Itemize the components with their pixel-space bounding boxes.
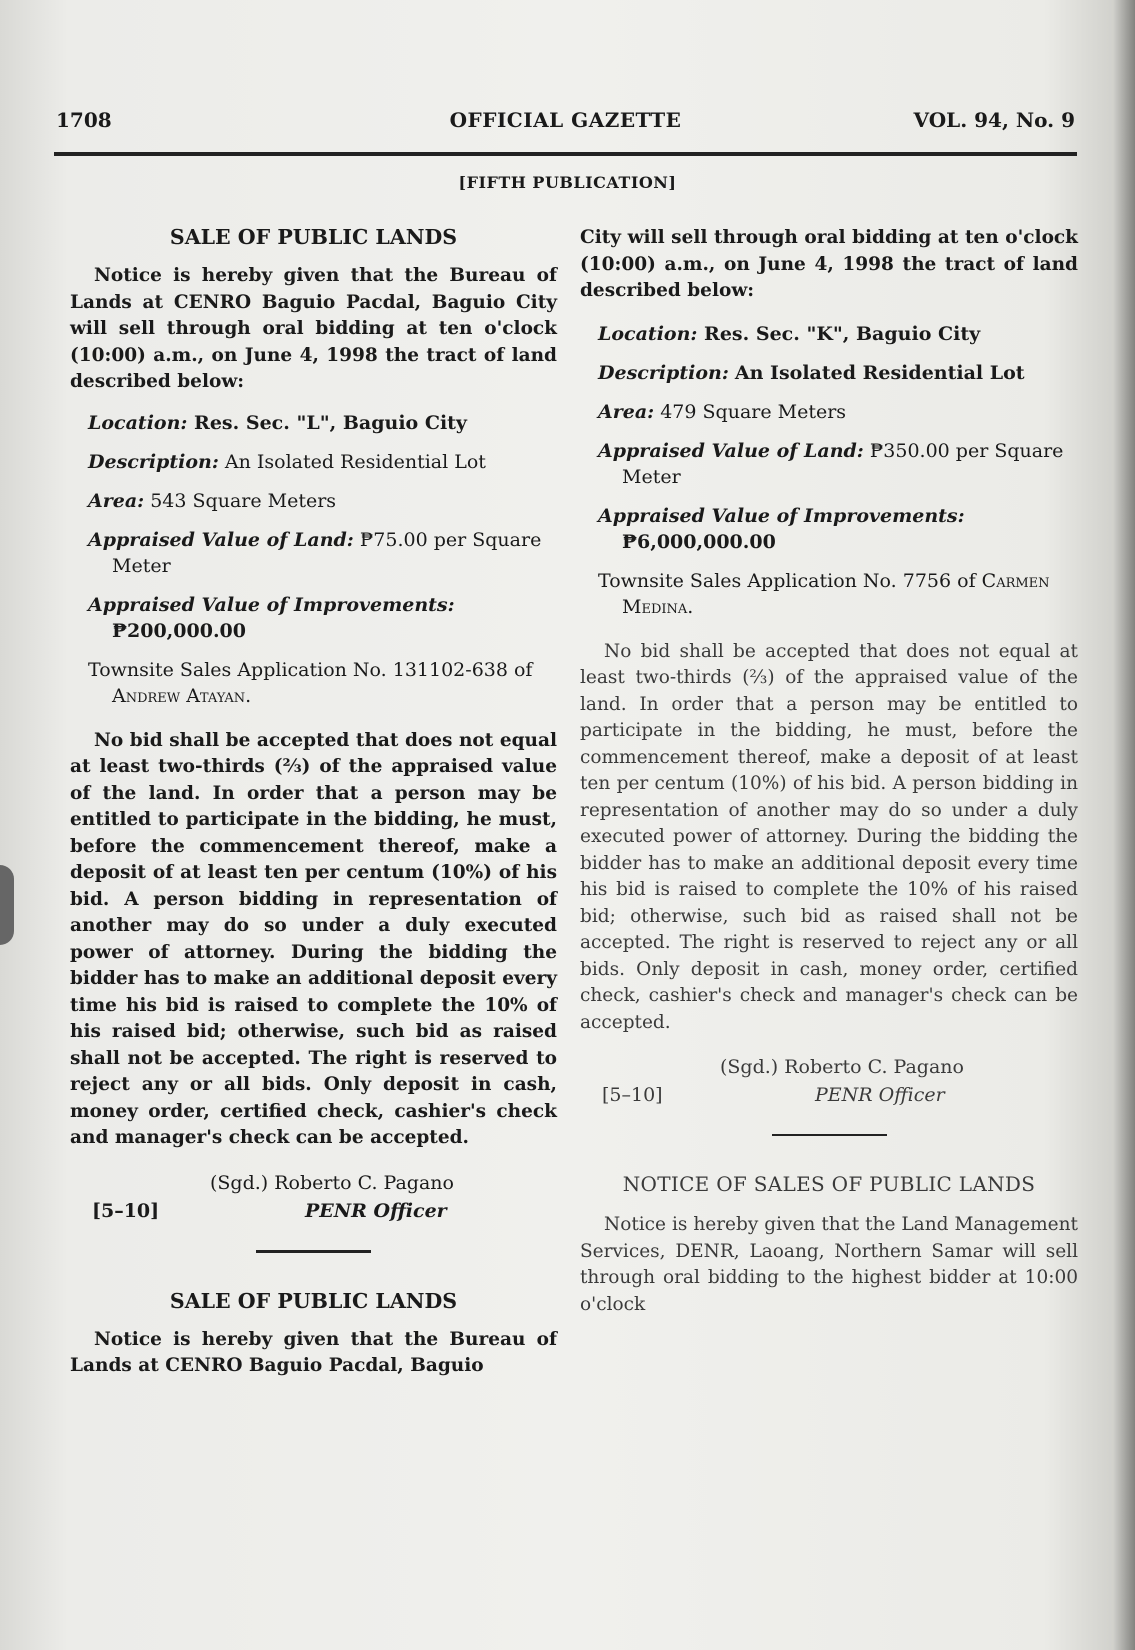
description-value: An Isolated Residential Lot — [224, 450, 486, 473]
land-value-item — [598, 438, 1078, 490]
area-value: 479 Square Meters — [660, 400, 847, 423]
location-item — [598, 321, 1078, 347]
improvements-item — [598, 503, 1078, 555]
scan-thumb-shadow — [0, 865, 14, 945]
location-value: Res. Sec. "L", Baguio City — [194, 411, 467, 434]
area-value: 543 Square Meters — [150, 489, 337, 512]
description-label: Description: — [88, 450, 219, 473]
application-text: Townsite Sales Application No. 131102-638 of — [88, 658, 533, 681]
right-column — [580, 225, 1078, 1318]
notice-title: SALE OF PUBLIC LANDS — [169, 225, 458, 249]
land-value-label: Appraised Value of Land: — [598, 439, 864, 462]
running-header — [56, 108, 1075, 138]
area-item — [598, 399, 1078, 425]
improvements-item — [88, 592, 557, 644]
application-item — [598, 568, 1078, 620]
publication-title: OFFICIAL GAZETTE — [449, 108, 682, 132]
land-value-label: Appraised Value of Land: — [88, 528, 354, 551]
issue-ref: [5–10] — [92, 1199, 160, 1222]
improvements-label: Appraised Value of Improvements: — [88, 593, 455, 616]
improvements-value: ₱200,000.00 — [112, 619, 246, 642]
improvements-value: ₱6,000,000.00 — [622, 530, 776, 553]
land-value-item — [88, 527, 557, 579]
signature-block — [580, 1056, 1078, 1114]
volume-number: VOL. 94, No. 9 — [913, 108, 1075, 132]
section-divider — [772, 1134, 887, 1136]
applicant-name: Andrew Atayan. — [112, 684, 252, 707]
notice-intro: Notice is hereby given that the Bureau of Lands at CENRO Baguio Pacdal, Baguio City will sell through oral bidding at ten o'clock (10:00) a.m., on June 4, 1998 the tract of land described below: — [70, 265, 557, 392]
location-label: Location: — [88, 411, 188, 434]
location-value: Res. Sec. "K", Baguio City — [704, 322, 981, 345]
description-value: An Isolated Residential Lot — [734, 361, 1025, 384]
bidding-terms: No bid shall be accepted that does not equal at least two-thirds (⅔) of the appraised value of the land. In order that a person may be entitled to participate in the bidding, he must, before the commencement thereof, make a deposit of at least ten per centum (10%) of his bid. A person bidding in representation of another may do so under a duly executed power of attorney. During the bidding the bidder has to make an additional deposit every time his bid is raised to complete the 10% of his raised bid; otherwise, such bid as raised shall not be accepted. The right is reserved to reject any or all bids. Only deposit in cash, money order, certified check, cashier's check and manager's check can be accepted. — [70, 729, 557, 1148]
location-label: Location: — [598, 322, 698, 345]
signatory-office: PENR Officer — [815, 1084, 945, 1106]
area-label: Area: — [88, 489, 145, 512]
area-label: Area: — [598, 400, 655, 423]
notice-intro-continued: City will sell through oral bidding at ten o'clock (10:00) a.m., on June 4, 1998 the tract of land described below: — [580, 227, 1078, 301]
land-value-value: ₱75.00 per Square Meter — [112, 528, 542, 577]
signatory: (Sgd.) Roberto C. Pagano — [720, 1056, 964, 1078]
section-divider — [256, 1250, 371, 1253]
notice-intro-3: Notice is hereby given that the Land Management Services, DENR, Laoang, Northern Samar will sell through oral bidding to the highest bidder at 10:00 o'clock — [580, 1214, 1078, 1315]
location-item — [88, 410, 557, 436]
application-text: Townsite Sales Application No. 7756 of — [598, 569, 976, 592]
applicant-name: Carmen Medina. — [622, 569, 1050, 618]
signatory-office: PENR Officer — [305, 1199, 447, 1222]
page-edge-shadow — [1113, 0, 1135, 1650]
improvements-label: Appraised Value of Improvements: — [598, 504, 965, 527]
signature-block — [70, 1172, 557, 1230]
description-item — [598, 360, 1078, 386]
application-item — [88, 657, 557, 709]
bidding-terms: No bid shall be accepted that does not equal at least two-thirds (⅔) of the appraised value of the land. In order that a person may be entitled to participate in the bidding, he must, before the commencement thereof, make a deposit of at least ten per centum (10%) of his bid. A person bidding in representation of another may do so under a duly executed power of attorney. During the bidding the bidder has to make an additional deposit every time his bid is raised to complete the 10% of his raised bid; otherwise, such bid as raised shall not be accepted. The right is reserved to reject any or all bids. Only deposit in cash, money order, certified check, cashier's check and manager's check can be accepted. — [580, 640, 1078, 1033]
page-number: 1708 — [56, 108, 112, 132]
signatory: (Sgd.) Roberto C. Pagano — [210, 1171, 454, 1194]
issue-ref: [5–10] — [602, 1084, 663, 1106]
area-item — [88, 488, 557, 514]
description-item — [88, 449, 557, 475]
notice-title-2: SALE OF PUBLIC LANDS — [169, 1288, 458, 1313]
notice-intro-2: Notice is hereby given that the Bureau of Lands at CENRO Baguio Pacdal, Baguio — [70, 1328, 557, 1376]
header-rule — [54, 152, 1077, 156]
land-value-value: ₱350.00 per Square Meter — [622, 439, 1064, 488]
left-column — [70, 225, 557, 1380]
description-label: Description: — [598, 361, 729, 384]
publication-note: [FIFTH PUBLICATION] — [458, 173, 677, 192]
notice-title-3: NOTICE OF SALES OF PUBLIC LANDS — [622, 1172, 1036, 1196]
